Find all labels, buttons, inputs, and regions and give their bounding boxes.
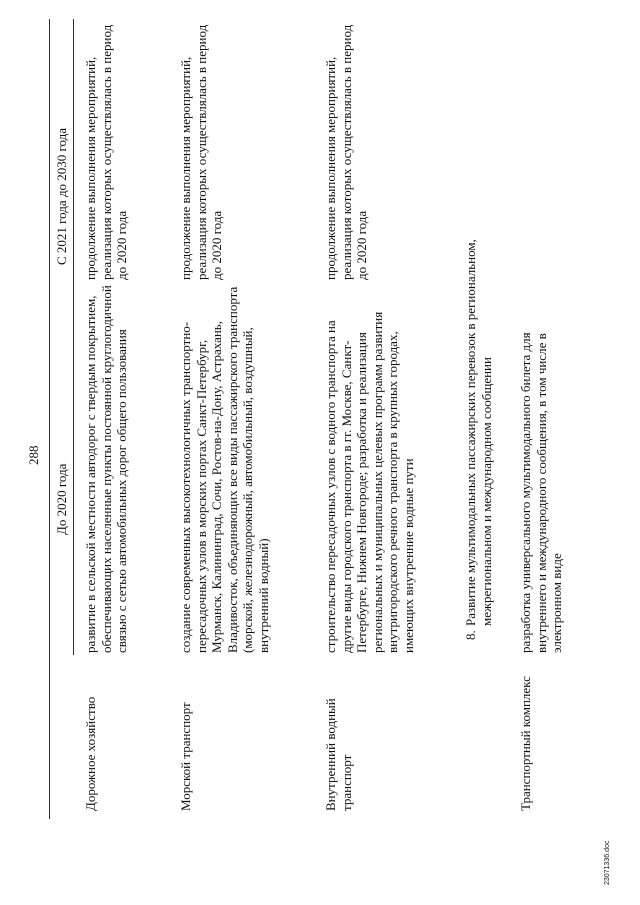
page-number: 288 — [26, 445, 41, 465]
row-2030-sea: продолжение выполнения мероприятий, реализация которых осуществлялась в период до 2020 года — [178, 24, 224, 280]
row-name-transport-complex: Транспортный комплекс — [518, 676, 533, 811]
row-2020-transport-complex: разработка универсального мультимодального билета для внутреннего и международного сообщения, в том числе в электронном виде — [518, 332, 564, 653]
section-title: Развитие мультимодальных пассажирских перевозок в региональном, межрегиональном и международном сообщении — [463, 239, 494, 626]
footer-code: 23071336.doc — [604, 840, 611, 885]
row-2020-inland-water: строительство пересадочных узлов с водного транспорта на другие виды городского транспорта в гг. Москве, Санкт-Петербурге, Нижнем Новгороде; разработка и реализация региональных и муниципальных целевых программ развития внутригородского речного транспорта в крупных городах, имеющих внутренние водные пути — [323, 311, 416, 653]
section-heading — [463, 180, 494, 640]
header-2020: До 2020 года — [54, 463, 69, 535]
row-2020-sea: создание современных высокотехнологичных транспортно-пересадочных узлов в морских портах Санкт-Петербург, Мурманск, Калининград, Сочи, Ростов-на-Дону, Астрахань, Владивосток, объединяющих все виды пассажирского транспорта (морской, железнодорожный, автомобильный, воздушный, внутренний водный) — [178, 286, 271, 653]
table-top-rule — [49, 19, 50, 819]
row-2020-road: развитие в сельской местности автодорог с твердым покрытием, обеспечивающих населенные пункты постоянной круглогодичной связью с сетью автомобильных дорог общего пользования — [83, 285, 129, 653]
row-name-road: Дорожное хозяйство — [83, 696, 98, 811]
row-name-sea: Морской транспорт — [178, 702, 193, 811]
row-name-inland-water: Внутренний водный транспорт — [323, 698, 354, 811]
row-2030-inland-water: продолжение выполнения мероприятий, реализация которых осуществлялась в период до 2020 года — [323, 24, 369, 280]
row-2030-road: продолжение выполнения мероприятий, реализация которых осуществлялась в период до 2020 года — [83, 24, 129, 280]
section-number: 8. — [463, 630, 478, 640]
header-rule — [73, 19, 74, 655]
header-2030: С 2021 года до 2030 года — [54, 127, 69, 265]
